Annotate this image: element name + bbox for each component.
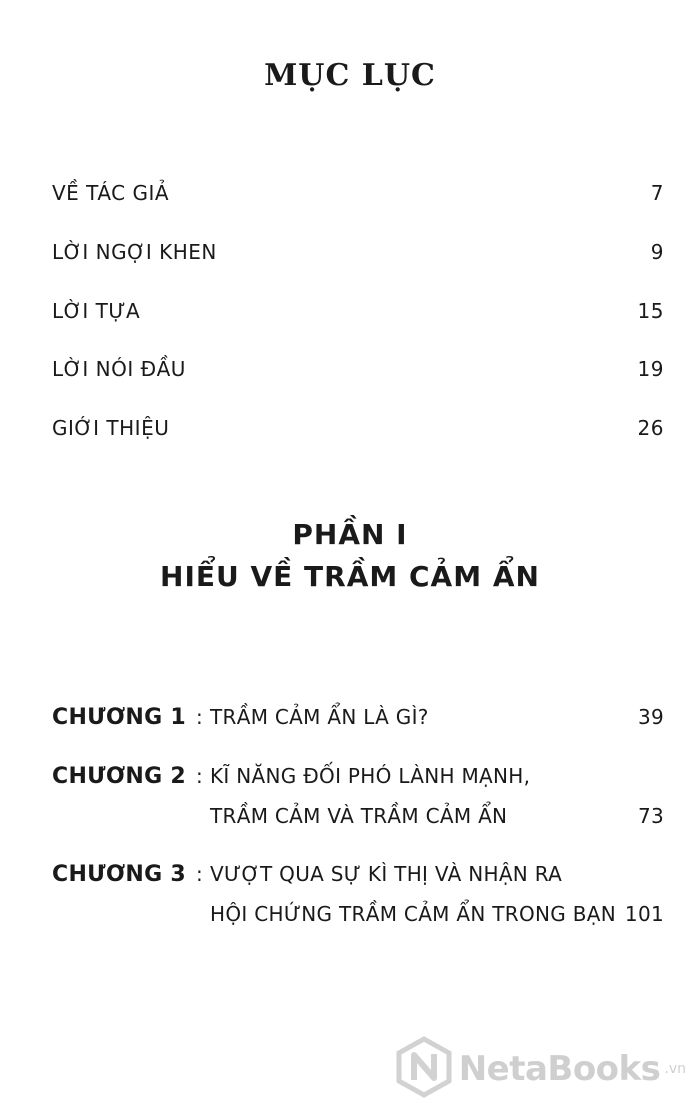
toc-entry-page: 9 — [650, 240, 664, 264]
watermark-suffix: .vn — [664, 1061, 686, 1077]
chapter-title-line: HỘI CHỨNG TRẦM CẢM ẨN TRONG BẠN — [210, 902, 617, 926]
toc-entry-page: 26 — [637, 416, 664, 440]
toc-entry-introduction[interactable] — [52, 413, 664, 443]
part-number: PHẦN I — [292, 518, 408, 551]
toc-entry-page: 7 — [650, 181, 664, 205]
part-title: HIỂU VỀ TRẦM CẢM ẨN — [160, 560, 540, 593]
chapter-title-line: KĨ NĂNG ĐỐI PHÓ LÀNH MẠNH, — [210, 764, 531, 788]
toc-entry-label: GIỚI THIỆU — [52, 416, 170, 440]
chapter-entry-2[interactable]: CHƯƠNG 2 : KĨ NĂNG ĐỐI PHÓ LÀNH MẠNH, TRẦM CẢM VÀ TRẦM CẢM ẨN 73 — [52, 764, 664, 828]
toc-entry-preface[interactable] — [52, 354, 664, 384]
chapter-label: CHƯƠNG 1 — [52, 705, 186, 730]
toc-entry-label: LỜI NGỢI KHEN — [52, 240, 217, 264]
chapter-title-line: VƯỢT QUA SỰ KÌ THỊ VÀ NHẬN RA — [210, 862, 563, 886]
toc-entry-foreword[interactable] — [52, 296, 664, 326]
watermark — [395, 1036, 686, 1102]
chapter-entry-3[interactable]: CHƯƠNG 3 : VƯỢT QUA SỰ KÌ THỊ VÀ NHẬN RA HỘI CHỨNG TRẦM CẢM ẨN TRONG BẠN 101 — [52, 862, 664, 926]
toc-entry-page: 19 — [637, 357, 664, 381]
chapter-title-line: TRẦM CẢM ẨN LÀ GÌ? — [210, 705, 429, 729]
netabooks-logo-icon — [395, 1036, 453, 1102]
toc-entry-praise[interactable] — [52, 237, 664, 267]
toc-entry-page: 15 — [637, 299, 664, 323]
toc-entry-about-author[interactable] — [52, 178, 664, 208]
chapter-page: 73 — [637, 804, 664, 828]
page-title: MỤC LỤC — [264, 58, 436, 93]
watermark-brand: NetaBooks — [458, 1049, 661, 1089]
chapter-entry-1[interactable]: CHƯƠNG 1 : TRẦM CẢM ẨN LÀ GÌ? 39 — [52, 705, 664, 730]
toc-entry-label: LỜI TỰA — [52, 299, 141, 323]
chapter-title-line: TRẦM CẢM VÀ TRẦM CẢM ẨN — [210, 804, 508, 828]
chapter-page: 101 — [624, 902, 664, 926]
toc-entry-label: VỀ TÁC GIẢ — [52, 181, 170, 205]
chapter-label: CHƯƠNG 3 — [52, 862, 186, 887]
chapter-label: CHƯƠNG 2 — [52, 764, 186, 789]
chapter-page: 39 — [637, 705, 664, 729]
toc-entry-label: LỜI NÓI ĐẦU — [52, 357, 186, 381]
